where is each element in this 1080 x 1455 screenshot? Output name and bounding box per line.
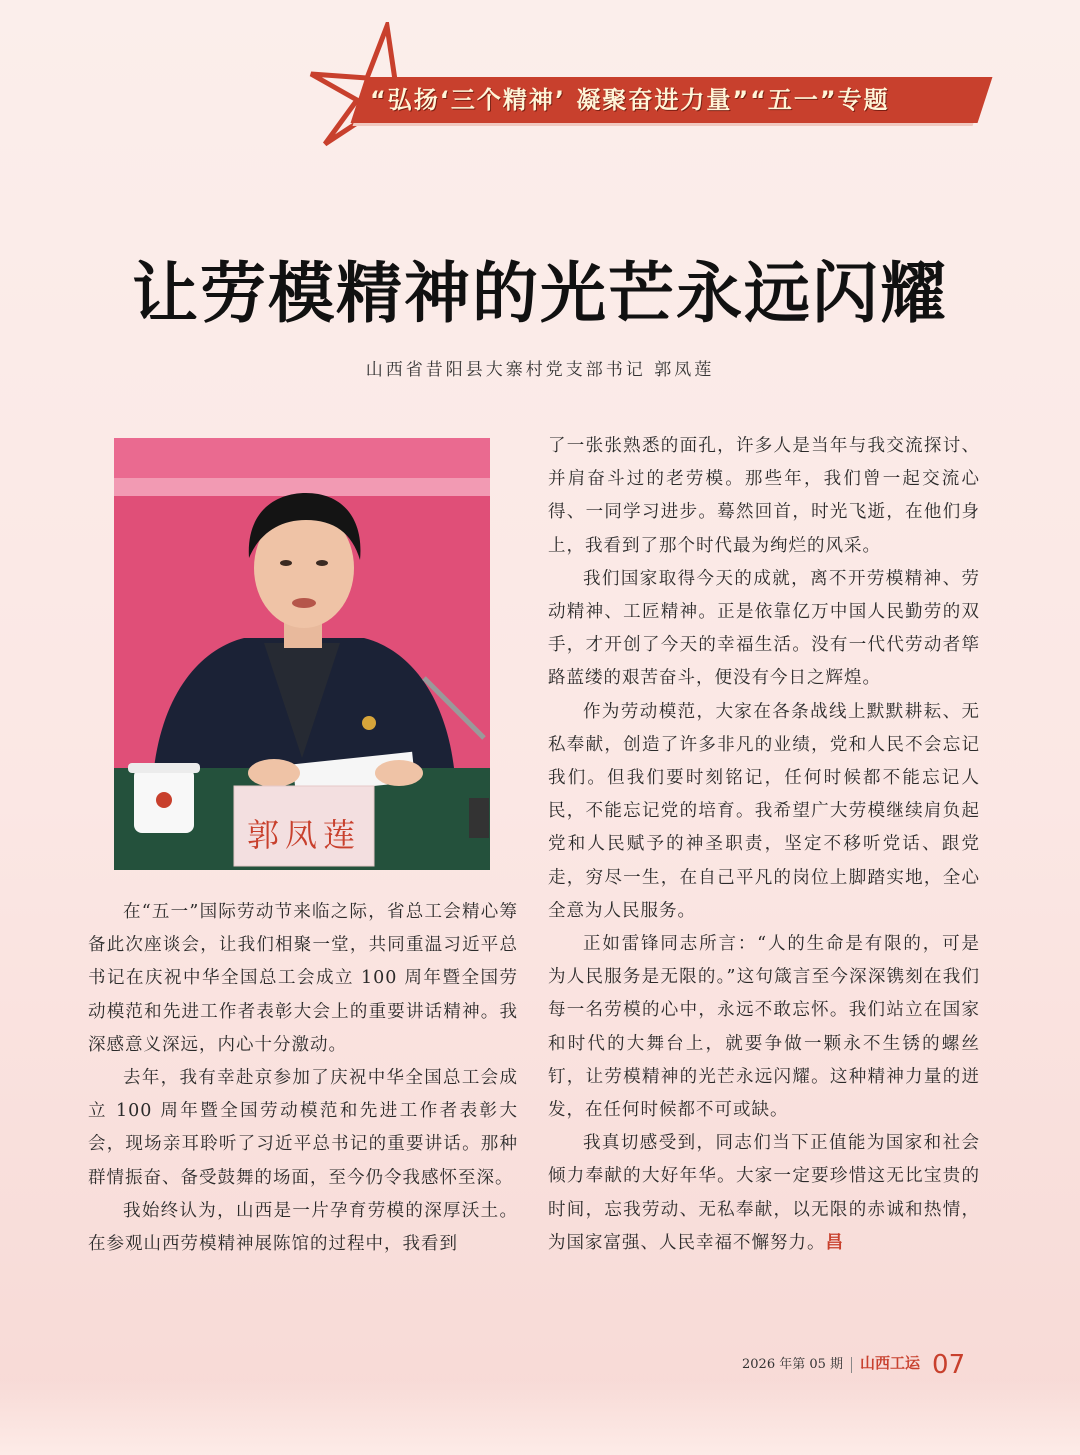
page-footer bbox=[742, 1346, 965, 1380]
article-column-right bbox=[548, 430, 980, 1260]
article-title: 让劳模精神的光芒永远闪耀 bbox=[132, 254, 948, 332]
final-paragraph bbox=[548, 1127, 980, 1260]
article-column-left bbox=[88, 896, 518, 1261]
paragraph: 去年，我有幸赴京参加了庆祝中华全国总工会成立 100 周年暨全国劳动模范和先进工作者表彰大会，现场亲耳聆听了习近平总书记的重要讲话。那种群情振奋、备受鼓舞的场面，至今仍令我感怀至深。 bbox=[88, 1068, 518, 1188]
nameplate-text: 郭凤莲 bbox=[246, 816, 361, 854]
end-mark-icon: 昌 bbox=[825, 1232, 844, 1253]
footer-divider bbox=[851, 1357, 852, 1373]
paragraph-text: 我真切感受到，同志们当下正值能为国家和社会倾力奉献的大好年华。大家一定要珍惜这无比宝贵的时间，忘我劳动、无私奉献，以无限的赤诚和热情，为国家富强、人民幸福不懈努力。 bbox=[548, 1133, 980, 1253]
issue-number: 2026 年第 05 期 bbox=[742, 1357, 844, 1372]
author-photo bbox=[114, 438, 490, 870]
column-banner: “弘扬‘三个精神’ 凝聚奋进力量”“五一”专题 bbox=[370, 86, 890, 114]
paragraph: 我始终认为，山西是一片孕育劳模的深厚沃土。在参观山西劳模精神展陈馆的过程中，我看到 bbox=[88, 1200, 518, 1255]
magazine-name: 山西工运 bbox=[860, 1354, 921, 1372]
paragraph: 我们国家取得今天的成就，离不开劳模精神、劳动精神、工匠精神。正是依靠亿万中国人民勤劳的双手，才开创了今天的幸福生活。没有一代代劳动者筚路蓝缕的艰苦奋斗，便没有今日之辉煌。 bbox=[548, 568, 980, 689]
photo-illustration bbox=[114, 438, 490, 870]
page-number: 07 bbox=[932, 1349, 966, 1380]
paragraph-continuation: 了一张张熟悉的面孔，许多人是当年与我交流探讨、并肩奋斗过的老劳模。那些年，我们曾一起交流心得、一同学习进步。蓦然回首，时光飞逝，在他们身上，我看到了那个时代最为绚烂的风采。 bbox=[548, 436, 980, 556]
paragraph: 作为劳动模范，大家在各条战线上默默耕耘、无私奉献，创造了许多非凡的业绩，党和人民不会忘记我们。但我们要时刻铭记，任何时候都不能忘记人民，不能忘记党的培育。我希望广大劳模继续肩负起党和人民赋予的神圣职责，坚定不移听党话、跟党走，穷尽一生，在自己平凡的岗位上脚踏实地，全心全意为人民服务。 bbox=[548, 701, 980, 921]
author-byline: 山西省昔阳县大寨村党支部书记 郭凤莲 bbox=[365, 360, 715, 380]
paragraph: 在“五一”国际劳动节来临之际，省总工会精心筹备此次座谈会，让我们相聚一堂，共同重温习近平总书记在庆祝中华全国总工会成立 100 周年暨全国劳动模范和先进工作者表彰大会上的重要讲话精神。我深感意义深远，内心十分激动。 bbox=[88, 902, 518, 1055]
paragraph: 正如雷锋同志所言：“人的生命是有限的，可是为人民服务是无限的。”这句箴言至今深深镌刻在我们每一名劳模的心中，永远不敢忘怀。我们站立在国家和时代的大舞台上，就要争做一颗永不生锈的螺丝钉，让劳模精神的光芒永远闪耀。这种精神力量的迸发，在任何时候都不可或缺。 bbox=[548, 934, 980, 1121]
bottom-decoration bbox=[0, 1380, 1080, 1455]
